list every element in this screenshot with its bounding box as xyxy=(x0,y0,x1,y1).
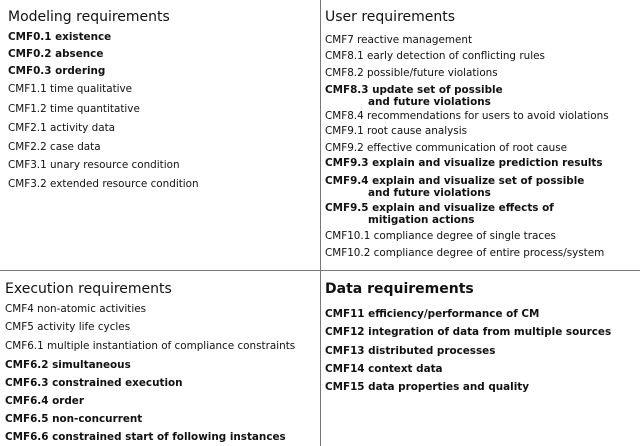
list-item: CMF2.1 activity data xyxy=(8,122,116,134)
item-continuation: mitigation actions xyxy=(368,214,475,226)
list-item: CMF0.1 existence xyxy=(8,31,112,43)
vertical-divider xyxy=(320,0,321,446)
list-item: CMF6.1 multiple instantiation of compliance constraints xyxy=(5,340,296,352)
list-item xyxy=(325,175,584,199)
section-title: Data requirements xyxy=(325,281,474,297)
list-item: CMF1.2 time quantitative xyxy=(8,103,140,115)
list-item: CMF6.6 constrained start of following instances xyxy=(5,431,286,443)
list-item: CMF10.2 compliance degree of entire process/system xyxy=(325,247,605,259)
list-item: CMF0.3 ordering xyxy=(8,65,106,77)
list-item: CMF9.2 effective communication of root cause xyxy=(325,142,568,154)
list-item: CMF14 context data xyxy=(325,363,443,375)
section-title: Execution requirements xyxy=(5,281,172,297)
item-text: CMF8.3 update set of possible xyxy=(325,84,503,96)
list-item: CMF15 data properties and quality xyxy=(325,381,530,393)
list-item: CMF13 distributed processes xyxy=(325,345,496,357)
item-continuation: and future violations xyxy=(368,187,491,199)
list-item: CMF12 integration of data from multiple sources xyxy=(325,326,612,338)
list-item: CMF10.1 compliance degree of single traces xyxy=(325,230,556,242)
list-item: CMF8.1 early detection of conflicting rules xyxy=(325,50,545,62)
list-item xyxy=(325,202,554,226)
list-item xyxy=(325,84,503,108)
list-item: CMF9.3 explain and visualize prediction results xyxy=(325,157,603,169)
list-item: CMF11 efficiency/performance of CM xyxy=(325,308,540,320)
list-item: CMF3.2 extended resource condition xyxy=(8,178,199,190)
section-title: User requirements xyxy=(325,9,456,25)
item-text: CMF9.5 explain and visualize effects of xyxy=(325,202,554,214)
list-item: CMF6.2 simultaneous xyxy=(5,359,131,371)
list-item: CMF6.4 order xyxy=(5,395,84,407)
list-item: CMF9.1 root cause analysis xyxy=(325,125,468,137)
list-item: CMF6.5 non-concurrent xyxy=(5,413,143,425)
horizontal-divider xyxy=(0,270,640,271)
list-item: CMF5 activity life cycles xyxy=(5,321,131,333)
list-item: CMF6.3 constrained execution xyxy=(5,377,183,389)
list-item: CMF0.2 absence xyxy=(8,48,104,60)
item-continuation: and future violations xyxy=(368,96,491,108)
list-item: CMF3.1 unary resource condition xyxy=(8,159,180,171)
list-item: CMF2.2 case data xyxy=(8,141,101,153)
list-item: CMF8.4 recommendations for users to avoid violations xyxy=(325,110,609,122)
item-text: CMF9.4 explain and visualize set of possible xyxy=(325,175,585,187)
list-item: CMF7 reactive management xyxy=(325,34,473,46)
list-item: CMF8.2 possible/future violations xyxy=(325,67,498,79)
section-title: Modeling requirements xyxy=(8,9,170,25)
list-item: CMF1.1 time qualitative xyxy=(8,83,133,95)
list-item: CMF4 non-atomic activities xyxy=(5,303,147,315)
